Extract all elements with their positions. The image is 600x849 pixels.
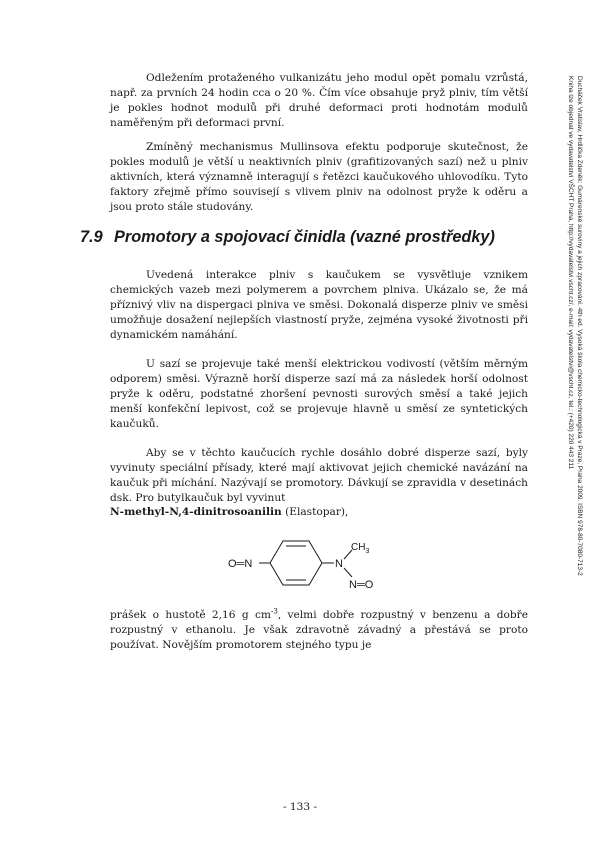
paragraph-text: Uvedená interakce plniv s kaučukem se vysvětluje vznikem chemických vazeb mezi polymerem a povrchem plniva. Ukázalo se, že má příznivý vliv na dispergaci plniva ve směsi. Dokonalá disperze plniv ve směsi umožňuje dosažení nejlepších vlastností pryže, zejména vysoké životnosti při dynamickém namáhání. — [110, 269, 528, 341]
section-heading — [80, 228, 540, 247]
paragraph-text: prášek o hustotě 2,16 g $cm^{-3}$, velmi dobře rozpustný v benzenu a dobře rozpustný v ethanolu. Je však zdravotně závadný a přestává se proto používat. Novějším promotorem stejného typu je — [110, 607, 529, 651]
methyl-group: $CH_3$ — [351, 542, 370, 555]
paragraph-text: Odležením protaženého vulkanizátu jeho modul opět pomalu vzrůstá, např. za prvních 24 hodin cca o 20 %. Čím více obsahuje pryž plniv, tím větší je pokles hodnot modulů při druhé deformaci proti hodnotám modulů naměřeným při deformaci první. — [110, 72, 528, 129]
amine-nitrogen: N — [335, 558, 343, 570]
citation-line: Ducháček Vratislav, Hrdlička Zdeněk: Gumárenské suroviny a jejich zpracování. 4th ed. Vysoká škola chemicko-technologická v Praze, Praha 2009. ISBN 978-80-7080-713-2 — [576, 76, 583, 576]
nitroso-group-left: O═N — [228, 558, 253, 570]
paragraph-text: Aby se v těchto kaučucích rychle dosáhlo dobré disperze sazí, byly vyvinuty speciální přísady, které mají aktivovat jejich chemické navázání na kaučuk při míchání. Nazývají se promotory. Dávkují se zpravidla v desetinách dsk. Pro butylkaučuk byl vyvinut — [110, 447, 528, 504]
section-number: 7.9 — [80, 228, 103, 246]
bond-nitroso — [344, 568, 352, 577]
paragraph-3 — [110, 268, 528, 343]
density-unit-exponent: -3 — [270, 607, 278, 616]
page-number: - 133 - — [282, 801, 318, 813]
paragraph-text: Zmíněný mechanismus Mullinsova efektu podporuje skutečnost, že pokles modulů je větší u neaktivních plniv (grafitizovaných sazí) než u plniv aktivních, která významně interagují s řetězci kaučukového uhlovodíku. Tyto faktory zřejmě přímo souvisejí s vlivem plniv na odolnost pryže k oděru a jsou proto stále studovány. — [110, 141, 528, 213]
citation-sidebar — [566, 76, 583, 616]
nitroso-group-bottom: N═O — [349, 579, 374, 591]
paragraph-6 — [110, 608, 528, 653]
compound-name-line — [110, 505, 528, 520]
compound-name: N-methyl-N,4-dinitrosoanilin — [110, 506, 282, 518]
paragraph-4 — [110, 357, 528, 432]
paragraph-1 — [110, 71, 528, 131]
paragraph-2 — [110, 140, 528, 215]
paragraph-text: U sazí se projevuje také menší elektrickou vodivostí (větším měrným odporem) směsi. Výrazně horší disperze sazí má za následek horší odolnost pryže k oděru, podstatné zhoršení pevnosti surových směsí a také jejich menší konfekční lepivost, což se projevuje hlavně u směsí ze syntetických kaučuků. — [110, 358, 528, 430]
section-title: Promotory a spojovací činidla (vazné prostředky) — [114, 228, 495, 246]
benzene-ring — [270, 541, 322, 585]
ordering-info-line: Kniha lze objednat ve vydavatelství VŠCHT Praha, http://vydavatelstvi.vscht.cz/, e-mail: vydavatelstvi@vscht.cz, tel.: (+420) 220 443 211 — [567, 76, 575, 470]
compound-trade-name: (Elastopar), — [285, 506, 349, 518]
chemical-structure-diagram — [228, 534, 388, 592]
paragraph-5 — [110, 446, 528, 506]
